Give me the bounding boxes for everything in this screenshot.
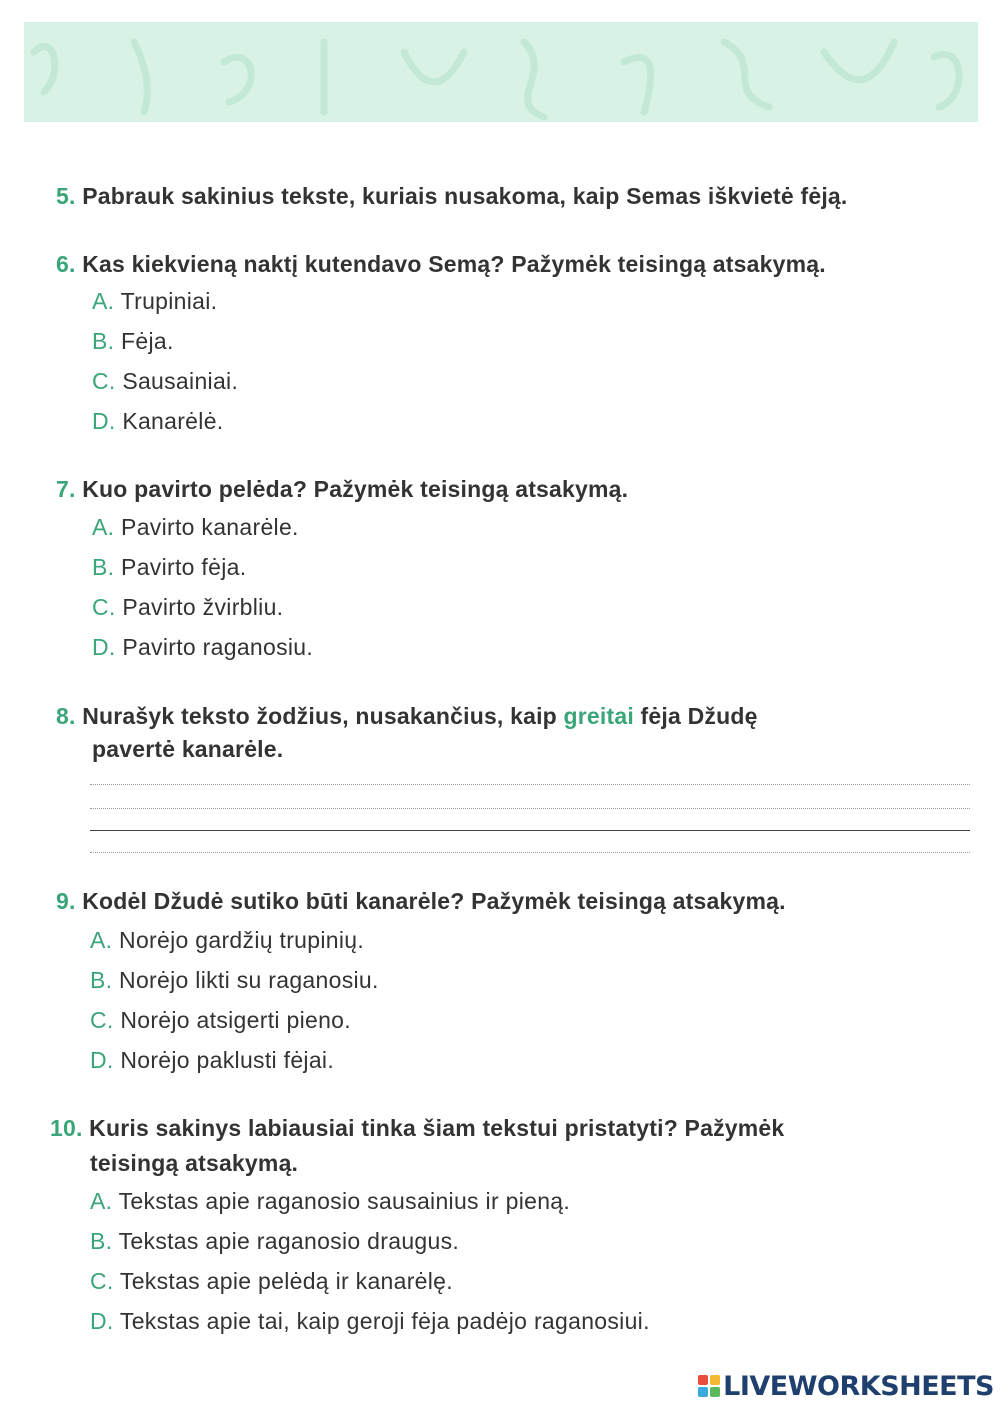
option-letter: A.: [90, 927, 113, 953]
liveworksheets-logo: [698, 1369, 994, 1403]
option-10c[interactable]: [90, 1268, 453, 1295]
option-9d[interactable]: [90, 1047, 334, 1074]
highlighted-word: greitai: [563, 703, 634, 729]
answer-line[interactable]: [90, 852, 970, 853]
question-10: [50, 1115, 784, 1142]
option-text: Pavirto žvirbliu.: [122, 594, 284, 620]
option-letter: C.: [90, 1268, 114, 1294]
question-8-line2: pavertė kanarėle.: [92, 736, 284, 762]
question-number: 5.: [56, 183, 76, 209]
option-text: Pavirto kanarėle.: [121, 514, 299, 540]
logo-square: [710, 1387, 720, 1397]
option-text: Norėjo atsigerti pieno.: [120, 1007, 351, 1033]
option-letter: D.: [92, 634, 116, 660]
logo-square: [698, 1375, 708, 1385]
option-letter: B.: [90, 1228, 113, 1254]
answer-line[interactable]: [90, 808, 970, 809]
option-9a[interactable]: [90, 927, 364, 954]
banner-letters-decoration: [24, 22, 978, 122]
option-text: Tekstas apie raganosio draugus.: [118, 1228, 460, 1254]
question-text: Pabrauk sakinius tekste, kuriais nusakoma, kaip Semas iškvietė fėją.: [82, 183, 848, 209]
option-6a[interactable]: [92, 288, 217, 315]
option-6c[interactable]: [92, 368, 238, 395]
option-letter: D.: [92, 408, 116, 434]
header-banner: [24, 22, 978, 122]
option-text: Trupiniai.: [120, 288, 218, 314]
question-number: 8.: [56, 703, 76, 729]
option-letter: B.: [92, 554, 115, 580]
question-number: 6.: [56, 251, 76, 277]
option-10a[interactable]: [90, 1188, 570, 1215]
question-text: Kuris sakinys labiausiai tinka šiam tekstui pristatyti? Pažymėk: [89, 1115, 785, 1141]
question-8: [56, 703, 758, 730]
logo-grid-icon: [698, 1375, 720, 1397]
option-9b[interactable]: [90, 967, 379, 994]
question-7: [56, 476, 628, 503]
logo-square: [698, 1387, 708, 1397]
option-letter: D.: [90, 1308, 114, 1334]
option-7b[interactable]: [92, 554, 246, 581]
option-10d[interactable]: [90, 1308, 650, 1335]
option-7d[interactable]: [92, 634, 313, 661]
question-number: 10.: [50, 1115, 83, 1141]
question-number: 9.: [56, 888, 76, 914]
option-text: Tekstas apie tai, kaip geroji fėja padėjo raganosiui.: [119, 1308, 650, 1334]
option-letter: A.: [92, 514, 115, 540]
option-6d[interactable]: [92, 408, 223, 435]
logo-text: LIVEWORKSHEETS: [723, 1370, 994, 1402]
option-text: Norėjo gardžių trupinių.: [119, 927, 365, 953]
question-9: [56, 888, 786, 915]
option-7c[interactable]: [92, 594, 283, 621]
option-text: Pavirto fėja.: [121, 554, 247, 580]
option-text: Tekstas apie pelėdą ir kanarėlę.: [119, 1268, 453, 1294]
question-text: Nurašyk teksto žodžius, nusakančius, kaip: [82, 703, 564, 729]
option-letter: C.: [90, 1007, 114, 1033]
answer-line[interactable]: [90, 830, 970, 831]
question-text-continued: fėja Džudę: [633, 703, 758, 729]
option-text: Kanarėlė.: [122, 408, 224, 434]
answer-line[interactable]: [90, 784, 970, 785]
option-text: Norėjo likti su raganosiu.: [119, 967, 379, 993]
option-letter: C.: [92, 368, 116, 394]
option-text: Sausainiai.: [122, 368, 239, 394]
question-6: [56, 251, 826, 278]
option-letter: B.: [92, 328, 115, 354]
option-letter: C.: [92, 594, 116, 620]
question-number: 7.: [56, 476, 76, 502]
option-6b[interactable]: [92, 328, 174, 355]
question-text: Kas kiekvieną naktį kutendavo Semą? Pažymėk teisingą atsakymą.: [82, 251, 826, 277]
option-letter: D.: [90, 1047, 114, 1073]
option-9c[interactable]: [90, 1007, 351, 1034]
option-text: Fėja.: [121, 328, 174, 354]
question-text: Kuo pavirto pelėda? Pažymėk teisingą atsakymą.: [82, 476, 629, 502]
option-letter: A.: [90, 1188, 113, 1214]
option-letter: A.: [92, 288, 115, 314]
option-letter: B.: [90, 967, 113, 993]
option-10b[interactable]: [90, 1228, 459, 1255]
option-7a[interactable]: [92, 514, 299, 541]
option-text: Pavirto raganosiu.: [122, 634, 314, 660]
logo-square: [710, 1375, 720, 1385]
option-text: Tekstas apie raganosio sausainius ir pieną.: [118, 1188, 571, 1214]
question-10-line2: teisingą atsakymą.: [90, 1150, 299, 1176]
question-5: [56, 183, 848, 210]
option-text: Norėjo paklusti fėjai.: [120, 1047, 335, 1073]
question-text: Kodėl Džudė sutiko būti kanarėle? Pažymėk teisingą atsakymą.: [82, 888, 786, 914]
